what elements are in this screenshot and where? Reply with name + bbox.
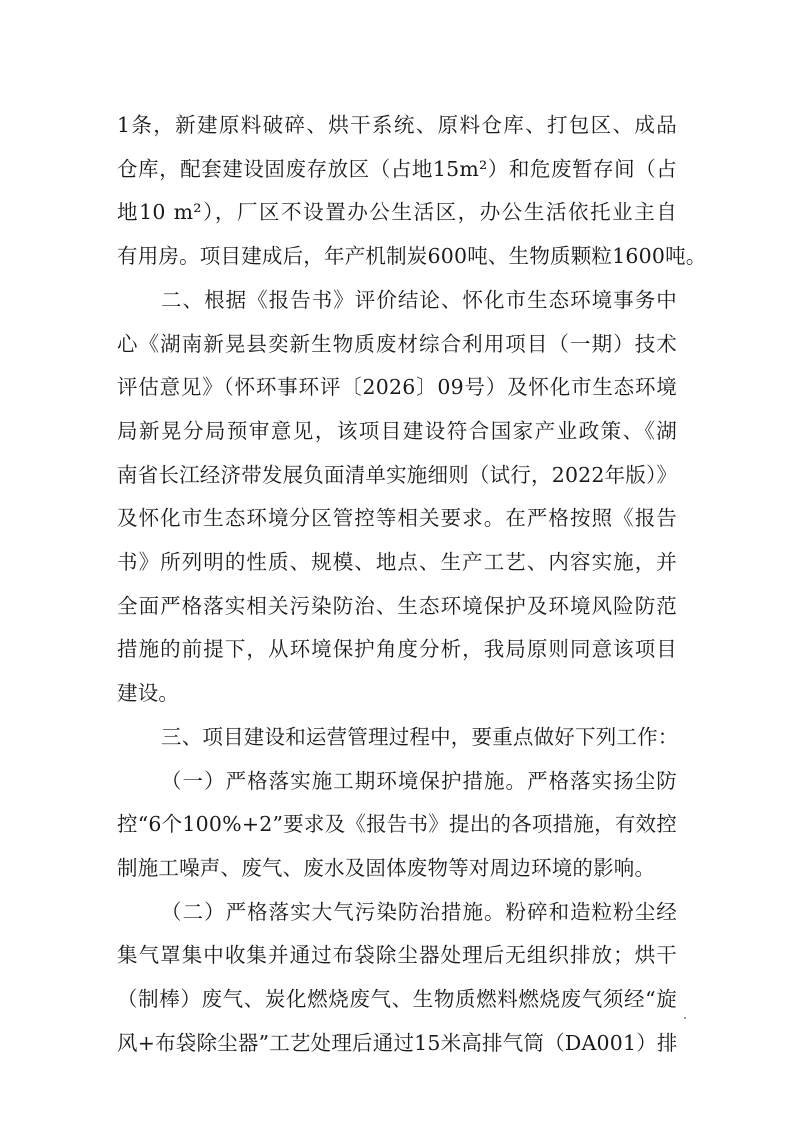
body-text-line: 建设。 bbox=[117, 681, 180, 705]
scan-speck bbox=[684, 1017, 686, 1019]
body-text-line: 控“6个100%+2”要求及《报告书》提出的各项措施，有效控 bbox=[117, 812, 677, 836]
body-text-line: 及怀化市生态环境分区管控等相关要求。在严格按照《报告 bbox=[117, 506, 677, 530]
body-text-line: 地10 m²），厂区不设置办公生活区，办公生活依托业主自 bbox=[117, 200, 677, 224]
body-text-line: 全面严格落实相关污染防治、生态环境保护及环境风险防范 bbox=[117, 594, 677, 618]
body-text-line: 书》所列明的性质、规模、地点、生产工艺、内容实施，并 bbox=[117, 550, 677, 574]
paragraph-two-start: 二、根据《报告书》评价结论、怀化市生态环境事务中 bbox=[161, 288, 677, 312]
item-one-start: （一）严格落实施工期环境保护措施。严格落实扬尘防 bbox=[161, 769, 677, 793]
body-text-line: （制棒）废气、炭化燃烧废气、生物质燃料燃烧废气须经“旋 bbox=[117, 987, 677, 1011]
body-text-line: 南省长江经济带发展负面清单实施细则（试行，2022年版）》 bbox=[117, 463, 678, 487]
body-text-line: 局新晃分局预审意见，该项目建设符合国家产业政策、《湖 bbox=[117, 419, 677, 443]
body-text-line: 心《湖南新晃县奕新生物质废材综合利用项目（一期）技术 bbox=[117, 332, 677, 356]
item-two-start: （二）严格落实大气污染防治措施。粉碎和造粒粉尘经 bbox=[161, 900, 677, 924]
body-text-line: 制施工噪声、废气、废水及固体废物等对周边环境的影响。 bbox=[117, 856, 656, 880]
body-text-line: 仓库，配套建设固废存放区（占地15m²）和危废暂存间（占 bbox=[117, 157, 677, 181]
body-text-line: 风+布袋除尘器”工艺处理后通过15米高排气筒（DA001）排 bbox=[117, 1031, 678, 1055]
body-text-line: 评估意见》（怀环事环评〔2026〕09号）及怀化市生态环境 bbox=[117, 375, 677, 399]
body-text-line: 措施的前提下，从环境保护角度分析，我局原则同意该项目 bbox=[117, 637, 677, 661]
paragraph-three-heading: 三、项目建设和运营管理过程中，要重点做好下列工作： bbox=[161, 725, 679, 749]
body-text-line: 有用房。项目建成后，年产机制炭600吨、生物质颗粒1600吨。 bbox=[117, 244, 707, 268]
body-text-line: 集气罩集中收集并通过布袋除尘器处理后无组织排放；烘干 bbox=[117, 943, 677, 967]
body-text-line: 1条，新建原料破碎、烘干系统、原料仓库、打包区、成品 bbox=[117, 113, 677, 137]
